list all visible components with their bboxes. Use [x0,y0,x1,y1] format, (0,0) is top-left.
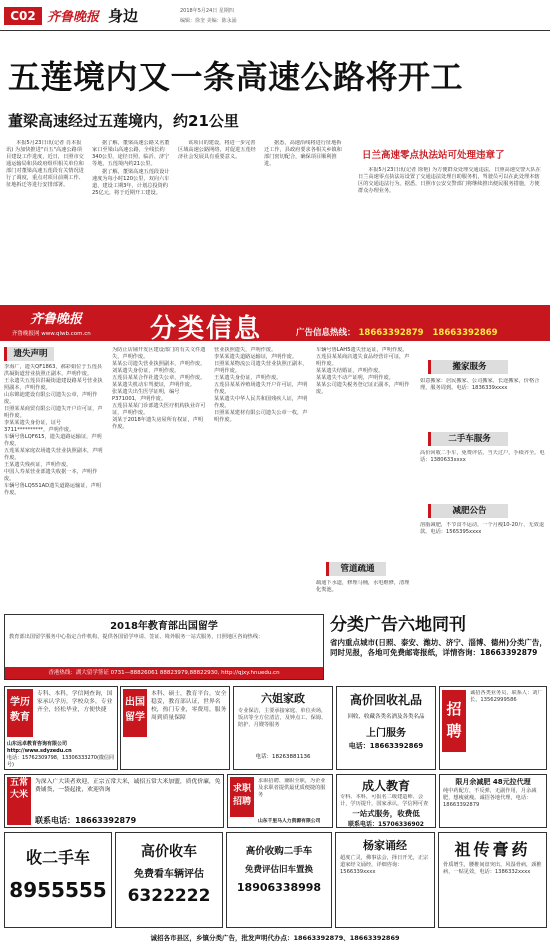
recruit-text: 诚招各类业务员，联系人：刘厂长，13562999586 [470,690,543,703]
buy-used-sub: 免费评估旧车置换 [244,865,313,875]
masthead-rule [0,30,550,31]
study-abroad-text: 教育部出国留学服务中心指定合作机构，提供各国留学申请、签证、境外服务一站式服务，日照地区咨询热线： [9,634,264,640]
lost-item: 营业执照遗失，声明作废。 [214,347,277,353]
pipe-title-box [326,562,386,576]
lead-column-2 [92,140,172,300]
weight-title: 减肥公告 [452,506,487,516]
adult-ad [336,774,436,828]
recruit-tag: 招聘 [442,690,466,752]
lost-item: 某某公司遗失税务登记证正副本，声明作废。 [316,382,410,395]
lost-item: 刘某遗失身份证，声明作废。 [112,368,180,374]
banner-hotline [296,326,498,338]
province-ad [330,614,548,680]
yang-title: 杨家诵经 [363,839,407,852]
weight-text: 溶脂减肥，不节食不运动，一个月瘦10-20斤，无效退款。电话：1565395xxxx [420,522,545,535]
lost-item: 为防止店铺开发区建设部门的有关文件遗失，声明作废。 [112,347,206,360]
sidebar-title: 日兰高速零点执法站可处理违章了 [362,150,505,161]
lost-column-1 [4,364,104,608]
lead-headline: 五莲境内又一条高速公路将开工 [8,58,464,96]
buy-used-title: 高价收购二手车 [245,846,313,857]
recycle-title: 高价回收礼品 [349,693,422,707]
editor-line: 编辑：徐奎 美编：陈永涌 [180,18,237,24]
province-title: 分类广告六地同刊 [330,615,466,635]
date-line: 2018年5月24日 星期四 [180,8,234,14]
recycle-door: 上门服务 [366,728,406,739]
lead-column-3 [178,140,258,300]
job-ad [227,774,333,828]
abroad-ad [120,686,230,770]
lead-column-4 [264,140,344,300]
collect-car-ad [115,832,223,928]
lost-item: 王某遗失残疾证，声明作废。 [4,462,72,468]
lost-item: 某某遗失机动车驾驶证，声明作废。 [112,382,196,388]
yang-text: 超度亡灵，佛事法会，择日开光，正宗道家经文诵经，详细咨询：1566339xxxx [340,855,429,875]
banner-logo: 齐鲁晚报 [30,312,83,327]
paper-name: 齐鲁晚报 [47,10,100,25]
adult-one-stop: 一站式服务，收费低 [352,809,420,818]
lost-title-box [4,347,54,361]
wuchang-phone: 联系电话：18663392879 [35,816,137,825]
lost-item: 山东锦迪建设有限公司遗失公章，声明作废。 [4,392,98,405]
recycle-text: 回收、收藏各类名酒及各类名品 [347,714,425,720]
sidebar-text [356,167,546,287]
recycle-ad [336,686,436,770]
abroad-tag: 出国留学 [123,689,147,737]
xueli-text: 专科、本科，学信网查询，国家承认学历，学校众多，专业齐全，轻松毕业，方便快捷 [37,691,113,713]
sidebar-story [356,143,546,300]
job-text: 求职招聘、兼职全职，为企业及求职者提供最优质便捷的服务 [258,778,326,798]
footer-bar: 诚招各市县区，乡镇分类广告，批发声明代办点：18663392879、18663392869 [150,934,400,942]
lead-subhead: 董梁高速经过五莲境内，约21公里 [8,112,239,130]
pipe-title: 管道疏通 [340,564,375,574]
lead-paragraph: 该项目的建设，将进一步完善区域高速公路网络，对促进五莲经济社会发展具有重要意义。 [178,140,256,160]
classifieds-banner [0,305,550,344]
pipe-text: 疏通下水道，修理马桶，水电维修，清理化粪池。 [316,580,410,593]
lost-item: 车辆号鲁LQF615，遗失道路运输证，声明作废。 [4,434,102,447]
lost-item: 某某公司遗失营业执照副本，声明作废。 [112,361,206,367]
lost-item: 某某遗失结婚证，声明作废。 [316,368,384,374]
study-abroad-title: 2018年教育部出国留学 [110,621,218,632]
sidebar-paragraph: 本报5月23日讯(记者 徐艳) 为方便群众处理交通违法，日照高速交警大队在日兰高速零点执法站设置了交通违法处理自助服务机，驾驶员可以在此处理本辖区的交通违法行为。据悉，日照市公安交警部门将继续推出便民服务措施，方便群众办理业务。 [358,167,541,194]
lost-item: 某某遗失不动产证明，声明作废。 [316,375,394,381]
used-car-text: 高价回收二手车，免费评估，当天过户，手续齐全。电话：1380633xxxx [420,450,545,463]
zhuchuan-text: 骨质增生，腰椎间盘突出，风湿骨病，颈椎病，一贴见效，电话：1386332xxxx [443,862,542,875]
lost-item: 张某遗失出生医学证明，编号P371001，声明作废。 [112,389,180,402]
lost-item: 王某遗失身份证，声明作废。 [214,375,282,381]
lost-item: 五莲县某某养殖场遗失开户许可证，声明作废。 [214,382,308,395]
adult-title: 成人教育 [361,779,410,793]
abroad-text: 本科、硕士，教育平台，安全稳妥，教育部认证，世界名校，热门专业，零费用，服务周到质量保障 [151,691,227,721]
used-car2-ad [4,832,112,928]
section-name: 身边 [108,7,139,25]
slimming-text: 纯中药配方，不反弹，无副作用，月余减肥，想瘦就瘦。诚招各地代理，电话：18663392879 [443,788,537,808]
lost-item: 中国人寿某营业部遗失收据一本，声明作废。 [4,469,98,482]
weight-title-box [428,504,508,518]
lead-paragraph: 据了解，董梁高速五莲段设计速度为每小时120公里，双向六车道，建设工期3年，计划总投资约25亿元，将于近期开工建设。 [92,169,170,196]
lost-column-2 [112,347,207,608]
adult-text: 专科、本科，可报名二级建造师、会计，学历提升，国家承认，学信网可查 [340,794,429,807]
lost-item: 五莲某某家庭农场遗失营业执照副本，声明作废。 [4,448,103,461]
study-abroad-ad [4,614,324,680]
lost-item: 车辆号鲁LAH5遗失营运证，声明作废。 [316,347,408,353]
zhuchuan-title: 祖传膏药 [454,840,531,859]
lost-item: 五莲县某某合作社遗失公章，声明作废。 [112,375,206,381]
lost-item: 某某遗失中华人民共和国残疾人证，声明作废。 [214,396,308,409]
moving-title-box [428,360,508,374]
lost-item: 日照某某建材有限公司遗失公章一枚，声明作废。 [214,410,308,423]
hotline-1: 18663392879 [358,328,424,338]
lost-title: 遗失声明 [13,349,48,359]
used-car2-phone: 8955555 [9,878,107,902]
lost-item: 王永遗失五莲县洪凝街道建设路某号营业执照副本，声明作废。 [4,378,103,391]
job-tag: 求职招聘 [230,777,254,817]
used-car2-title: 收二手车 [25,848,90,867]
xueli-tag: 学历教育 [7,689,33,737]
collect-car-sub: 免费看车辆评估 [134,869,204,880]
job-company: 山东千里马人力资源有限公司 [258,819,321,824]
hotline-2: 18663392869 [432,328,498,338]
housekeeping-title: 六姐家政 [261,692,305,705]
lost-item: 李海广，遗失QF1863，郝彩娟位于五莲县洪凝街道营业执照正副本，声明作废。 [4,364,103,377]
moving-text: 如意搬家：居民搬家、公司搬家、长途搬家，价格合理，服务周到。电话：1836339xxxx [420,378,540,391]
lead-paragraph: 据悉，高速沿线将进行征地拆迁工作，县政府要求各相关乡镇和部门密切配合，确保项目顺利推进。 [264,140,342,167]
lost-item: 刘某于2018年遗失房屋所有权证，声明作废。 [112,417,204,430]
wuchang-tag: 五常大米 [7,777,31,825]
lost-item: 车辆号鲁LQ551AD遗失道路运输证，声明作废。 [4,483,102,496]
lost-item: 日照某某物流公司遗失营业执照正副本，声明作废。 [214,361,308,374]
wuchang-ad [4,774,224,828]
xueli-company: 山东远卓教育咨询有限公司http://www.sdyzedu.cn [7,741,72,754]
lead-column-1 [6,140,86,300]
province-body: 省内重点城市(日照、泰安、潍坊、济宁、淄博、德州)分类广告，同时见报，各地可免费邮寄报纸，详情咨询：18663392879 [330,638,547,657]
xueli-phone: 电话：15762309798，13306333270(微信同号) [7,755,114,768]
xueli-ad [4,686,118,770]
lead-paragraph: 本报5月23日讯(记者 肖本报讯) 为加快推进"百五"高速公路项目建设工作进度，近日，日照市交通运输局和县政府组织相关单位和部门对董梁高速五莲段有关情况进行了调度，重点对项目前期工作、征地拆迁等进行安排部署。 [6,140,84,188]
housekeeping-text: 专业保洁，主要承接家庭、单位卖场，饭店等全方位清洁，及钟点工、保姆、陪护、月嫂等服务 [238,708,327,728]
collect-car-phone: 6322222 [127,886,211,906]
adult-phone: 联系电话：15706336902 [348,821,424,828]
lost-item: 李某某遗失道路运输证，声明作废。 [214,354,298,360]
used-car-title: 二手车服务 [448,434,491,444]
recycle-phone: 电话：18663392869 [348,742,424,750]
banner-title: 分类信息 [150,314,263,344]
lost-column-3 [214,347,309,608]
moving-title: 搬家服务 [452,362,487,372]
lost-item: 五莲县某某门诊部遗失医疗机构执业许可证，声明作废。 [112,403,206,416]
collect-car-title: 高价收车 [141,844,197,860]
hotline-label: 广告信息热线： [296,328,356,338]
wuchang-text: 为深入广大读者欢迎，正宗五常大米，诚招五常大米加盟，质优价廉，免费铺货，一袋起批，欢迎咨询 [35,779,221,793]
slimming-ad [439,774,547,828]
slimming-title: 限月余减肥 48元拉代理 [455,778,531,786]
buy-used-ad [226,832,332,928]
study-abroad-phone: 香港热线：湖大留学签证 0731—88826061 88823979,88822930, http://qjxy.hnuedu.cn [5,667,323,679]
buy-used-phone: 18906338998 [236,881,322,894]
lost-item: 五莲县某某商店遗失食品经营许可证，声明作废。 [316,354,410,367]
lost-item: 李某某遗失身份证，证号3711**********，声明作废。 [4,420,75,433]
lost-column-4 [316,347,411,547]
housekeeping-phone: 电话：18263881136 [255,754,311,760]
page-code: C02 [4,7,42,25]
banner-url: 齐鲁晚报网 www.qlwb.com.cn [12,331,91,337]
zhuchuan-ad [438,832,547,928]
lead-paragraph: 据了解，董梁高速公路又名董家口至梁山高速公路，全线长约340公里，途径日照、临沂、济宁等地，五莲境内约21公里。 [92,140,170,167]
yang-ad [335,832,435,928]
housekeeping-ad [233,686,333,770]
masthead [0,0,550,32]
used-car-title-box [428,432,508,446]
lost-item: 日照某某商贸有限公司遗失开户许可证，声明作废。 [4,406,103,419]
recruit-ad [439,686,547,770]
